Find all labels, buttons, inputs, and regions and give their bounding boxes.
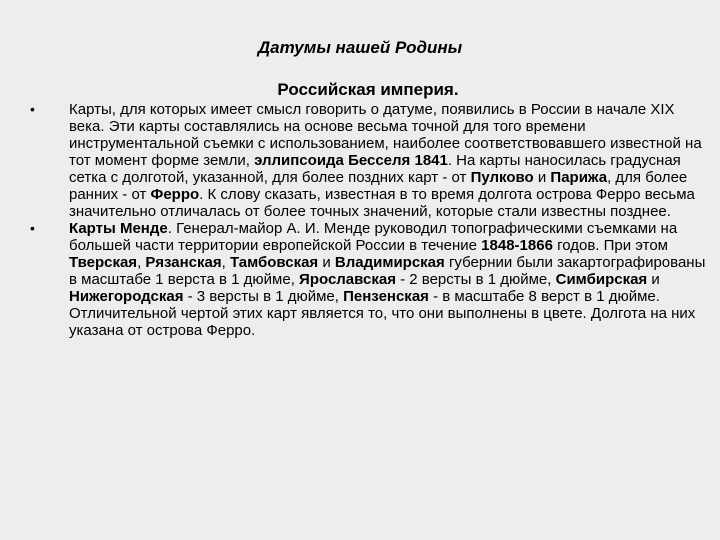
text-run: - 3 версты в 1 дюйме, [183,288,344,305]
text-run: , [221,254,230,271]
text-run: Карты, для которых имеет смысл говорить о датуме, появились в России в начале XIX века. Эти карты составлялись на основе весьма точной для того времени инструментальной съемки с использованием, наиболее соответствовавшего известной на тот момент форме земли, [69,101,702,169]
text-run-bold: Пулково [470,169,534,186]
text-run-bold: 1848-1866 [481,237,553,254]
bullet-text [69,220,705,339]
text-run-bold: Пензенская [343,288,429,305]
bullet-marker: • [30,101,35,117]
text-run: и [533,169,551,186]
bullet-item [0,220,720,339]
text-run: губернии были закартографированы в масштабе 1 верста в 1 дюйме, [69,254,706,288]
text-run: и [318,254,335,271]
text-run-bold: Тверская [69,254,138,271]
text-run-bold: Парижа [550,169,608,186]
text-run-bold: Карты Менде [69,220,168,237]
text-run-bold: Тамбовская [229,254,319,271]
text-run-bold: Нижегородская [69,288,184,305]
text-run: . Генерал-майор А. И. Менде руководил топографическими съемками на большей части территории европейской России в течение [69,220,678,254]
text-run: . На карты наносилась градусная сетка с долготой, указанной, для более поздних карт - от [69,152,681,186]
text-run-bold: Рязанская [145,254,222,271]
text-run: - 2 версты в 1 дюйме, [395,271,556,288]
text-run: . К слову сказать, известная в то время долгота острова Ферро весьма значительно отличалась от более точных значений, которые стали известны позднее. [69,186,695,220]
slide-title: Датумы нашей Родины [257,38,463,57]
text-run-bold: Симбирская [555,271,648,288]
text-run: годов. При этом [552,237,668,254]
text-run: , для более ранних - от [69,169,688,203]
bullet-item [0,101,720,220]
text-run: - в масштабе 8 верст в 1 дюйме. Отличительной чертой этих карт является то, что они выполнены в цвете. Долгота на них указана от острова Ферро. [69,288,696,339]
text-run-bold: Ферро [150,186,200,203]
text-run: и [647,271,660,288]
text-run-bold: Ярославская [299,271,396,288]
text-run-bold: эллипсоида Бесселя 1841 [254,152,448,169]
section-heading: Российская империя. [277,80,459,99]
bullet-list [0,101,720,339]
bullet-marker: • [30,220,35,236]
bullet-text [69,101,702,220]
text-run: , [137,254,146,271]
text-run-bold: Владимирская [334,254,445,271]
